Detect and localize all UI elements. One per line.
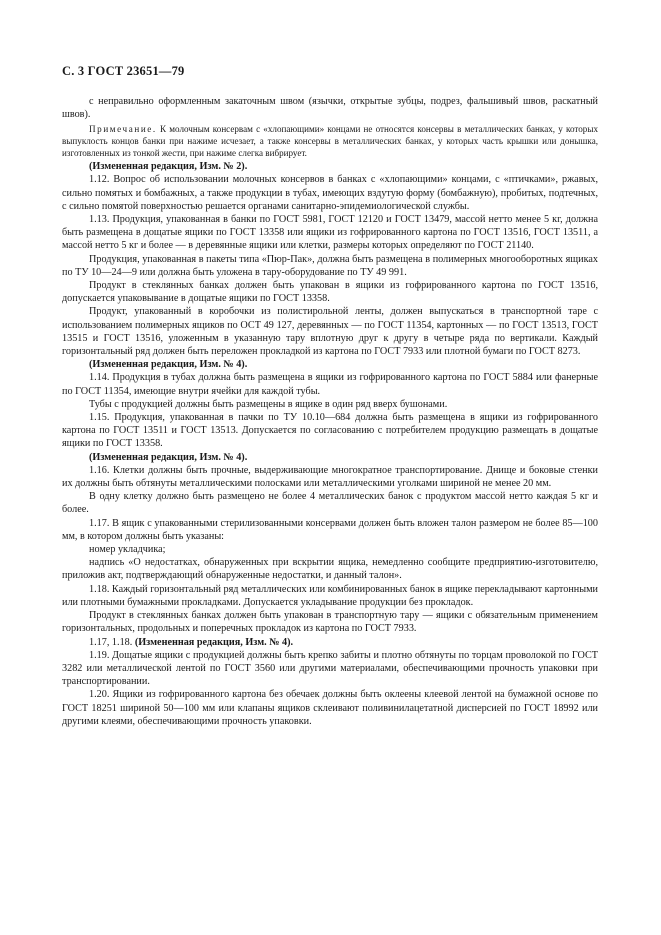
- clause-1-13: 1.13. Продукция, упакованная в банки по ГОСТ 5981, ГОСТ 12120 и ГОСТ 13479, массой нетто менее 5 кг, должна быть размещена в дощатые ящики по ГОСТ 13358 или ящики из гофрированного картона по ГОСТ 13516, ГОСТ 13511, а массой нетто 5 кг и более — в деревянные ящики или клетки, размеры которых определяют по ГОСТ 21140.: [62, 214, 598, 252]
- revision-note: (Измененная редакция, Изм. № 2).: [89, 161, 248, 173]
- page-header: С. 3 ГОСТ 23651—79: [62, 64, 185, 78]
- note-paragraph: [62, 124, 598, 159]
- revision-note: (Измененная редакция, Изм. № 4).: [89, 359, 248, 371]
- clause-1-12: 1.12. Вопрос об использовании молочных консервов в банках с «хлопающими» концами, с «птичками», ржавых, сильно помятых и бомбажных, а также продукции в тубах, имеющих вздутую форму (бомбажную), пробитых, подтечных, с сильно помятой поверхностью решается органами санитарно-эпидемиологической службы.: [62, 174, 598, 212]
- clause-1-15: 1.15. Продукция, упакованная в пачки по ТУ 10.10—684 должна быть размещена в ящики из гофрированного картона по ГОСТ 13511 и ГОСТ 13513. Допускается по согласованию с потребителем продукцию размещать в дощатые ящики по ГОСТ 13358.: [62, 412, 598, 450]
- paragraph: с неправильно оформленным закаточным швом (язычки, открытые зубцы, подрез, фальшивый швов, раскатный швов).: [62, 96, 598, 121]
- list-item: надпись «О недостатках, обнаруженных при вскрытии ящика, немедленно сообщите предприятию-изготовителю, приложив акт, подтверждающий обнаруженные недостатки, и данный талон».: [62, 557, 598, 582]
- revision-note: (Измененная редакция, Изм. № 4).: [134, 636, 294, 648]
- paragraph: Тубы с продукцией должны быть размещены в ящике в один ряд вверх бушонами.: [89, 398, 448, 410]
- revision-note: (Измененная редакция, Изм. № 4).: [89, 451, 248, 463]
- note-text: К молочным консервам с «хлопающими» концами не относятся консервы в металлических банках, у которых выпуклость концов банки при нажиме исчезает, а также консервы в металлических банках, у которых часть крышки или донышка, изготовленных из тонкой жести, при нажиме слегка вибрирует.: [62, 124, 598, 158]
- clause-1-14: 1.14. Продукция в тубах должна быть размещена в ящики из гофрированного картона по ГОСТ 5884 или фанерные по ГОСТ 11354, имеющие внутри ячейки для каждой тубы.: [62, 372, 598, 397]
- paragraph: Продукт в стеклянных банках должен быть упакован в транспортную тару — ящики с обязательным применением горизонтальных, продольных и поперечных прокладок из картона по ГОСТ 7933.: [62, 610, 598, 635]
- paragraph: Продукт, упакованный в коробочки из полистирольной ленты, должен выпускаться в транспортной таре с использованием полимерных ящиков по ОСТ 49 127, деревянных — по ГОСТ 11354, картонных — по ГОСТ 13513, ГОСТ 13515 и ГОСТ 13516, уложенным в указанную тару вплотную друг к другу в четыре ряда по вертикали. Каждый горизонтальный ряд должен быть переложен прокладкой из картона по ГОСТ 7933 или плотной бумаги по ГОСТ 8273.: [62, 306, 598, 358]
- clause-1-19: 1.19. Дощатые ящики с продукцией должны быть крепко забиты и плотно обтянуты по торцам проволокой по ГОСТ 3282 или металлической лентой по ГОСТ 3560 или другими материалами, обеспечивающими прочность упаковки при транспортировании.: [62, 649, 598, 688]
- paragraph: Продукция, упакованная в пакеты типа «Пюр-Пак», должна быть размещена в полимерных многооборотных ящиках по ТУ 10—24—9 или должна быть уложена в тару-оборудование по ТУ 49 991.: [62, 253, 598, 278]
- clause-1-17: 1.17. В ящик с упакованными стерилизованными консервами должен быть вложен талон размером не более 85—100 мм, в котором должны быть указаны:: [62, 517, 598, 542]
- paragraph: Продукт в стеклянных банках должен быть упакован в ящики из гофрированного картона по ГОСТ 13516, допускается упаковывание в дощатые ящики по ГОСТ 13358.: [62, 280, 598, 305]
- clause-1-20: 1.20. Ящики из гофрированного картона без обечаек должны быть оклеены клеевой лентой на бумажной основе по ГОСТ 18251 шириной 50—100 мм или клапаны ящиков склеивают поливинилацетатной дисперсией по ГОСТ 18992 или другими клеями, обеспечивающими прочность упаковки.: [62, 689, 598, 727]
- revision-note-line: [62, 636, 598, 649]
- clause-1-16: 1.16. Клетки должны быть прочные, выдерживающие многократное транспортирование. Днище и боковые стенки их должны быть обтянуты металлическими полосками или металлическими уголками шириной не менее 20 мм.: [62, 464, 598, 490]
- clause-1-18: 1.18. Каждый горизонтальный ряд металлических или комбинированных банок в ящике перекладывают картонными или плотными бумажными прокладками. Допускается укладывание продукции без прокладок.: [62, 583, 598, 608]
- document-body: [62, 95, 598, 728]
- paragraph: В одну клетку должно быть размещено не более 4 металлических банок с продуктом массой нетто каждая 5 кг и более.: [62, 491, 598, 516]
- list-item: номер укладчика;: [89, 544, 166, 556]
- note-label: Примечание.: [89, 124, 157, 135]
- clause-ref: 1.17, 1.18.: [89, 636, 135, 648]
